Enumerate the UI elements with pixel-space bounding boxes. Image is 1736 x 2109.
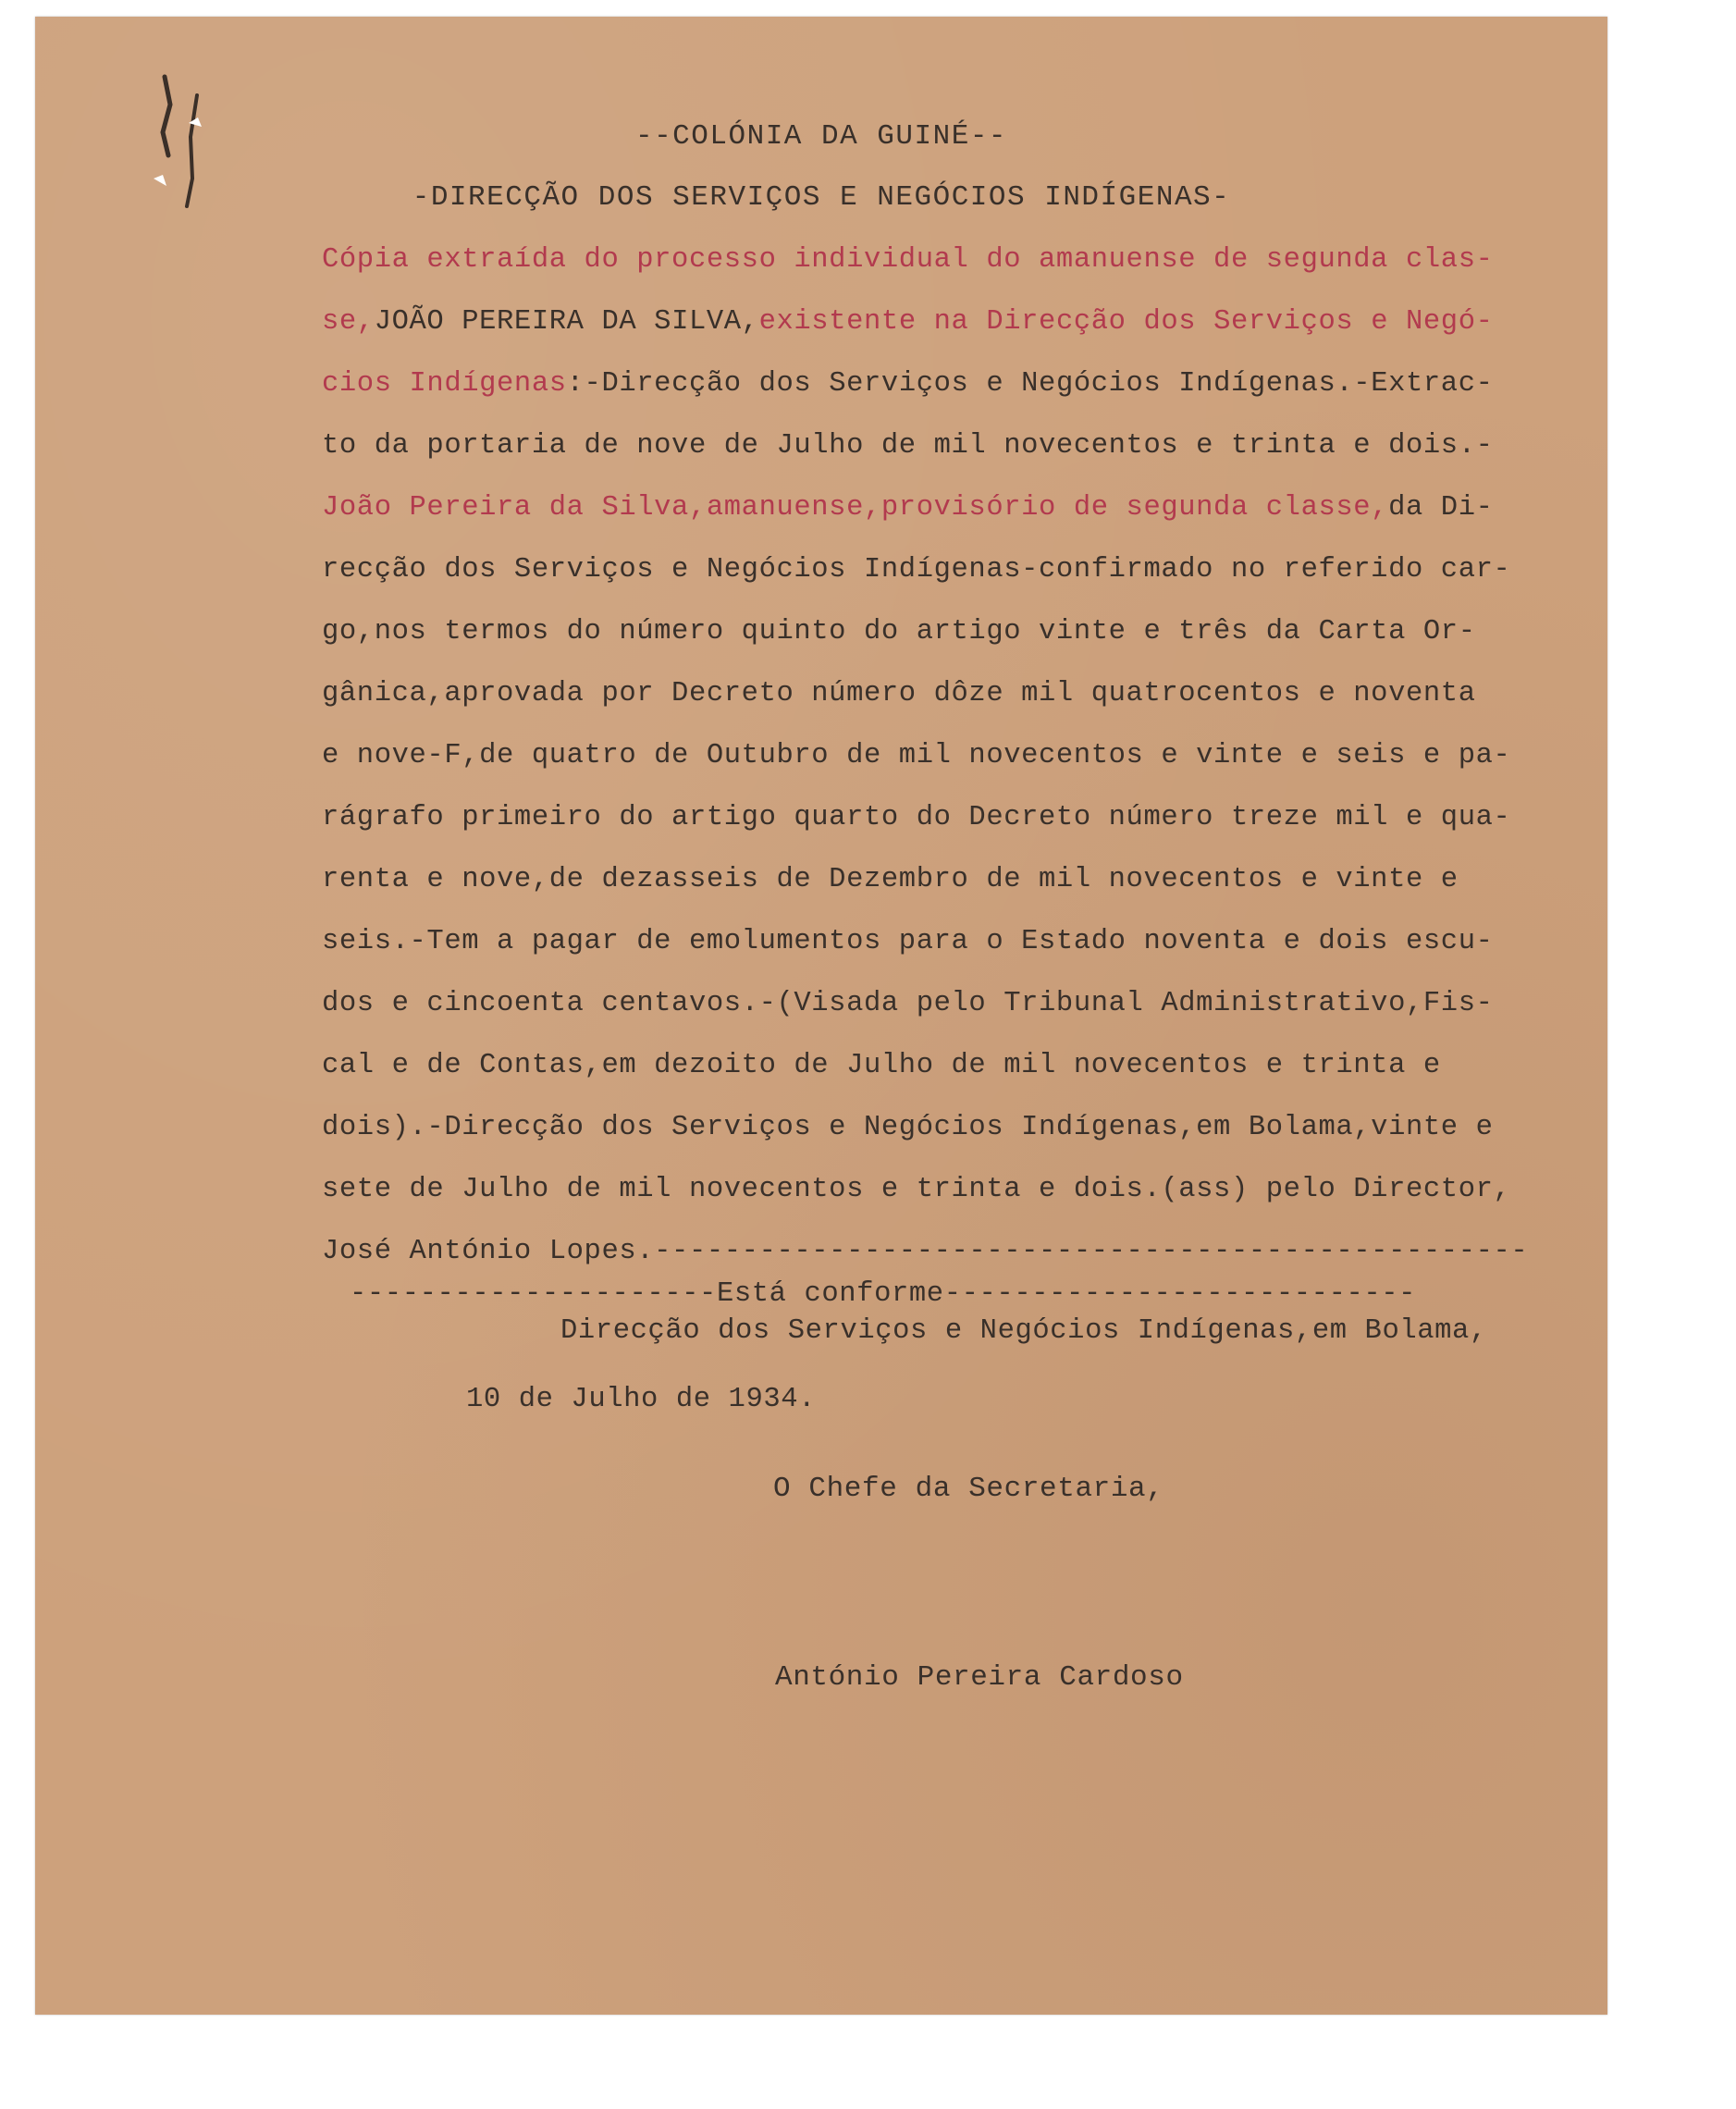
body-line-3 [322,368,1736,400]
body-line-5-red: João Pereira da Silva,amanuense,provisório de segunda classe, [322,492,1389,524]
place-line: Direcção dos Serviços e Negócios Indígenas,em Bolama, [560,1315,1487,1347]
certification-line: ---------------------Está conforme--------------------------- [350,1278,1417,1310]
body-line-1 [322,244,1736,276]
body-line-14: cal e de Contas,em dezoito de Julho de mil novecentos e trinta e [322,1050,1441,1081]
body-line-15: dois).-Direcção dos Serviços e Negócios Indígenas,em Bolama,vinte e [322,1112,1494,1143]
colony-heading: --COLÓNIA DA GUINÉ-- [634,120,1008,153]
body-line-1-text: Cópia extraída do processo individual do amanuense de segunda clas- [322,244,1494,276]
body-line-11: renta e nove,de dezasseis de Dezembro de mil novecentos e vinte e [322,864,1459,895]
document-page [35,17,1607,2015]
body-line-9: e nove-F,de quatro de Outubro de mil novecentos e vinte e seis e pa- [322,740,1511,771]
body-line-13: dos e cincoenta centavos.-(Visada pelo Tribunal Administrativo,Fis- [322,988,1494,1019]
body-line-4: to da portaria de nove de Julho de mil novecentos e trinta e dois.- [322,430,1494,462]
body-line-8: gânica,aprovada por Decreto número dôze mil quatrocentos e noventa [322,678,1476,709]
signatory-role: O Chefe da Secretaria, [773,1473,1164,1505]
body-line-5 [322,492,1736,524]
body-line-6: recção dos Serviços e Negócios Indígenas-confirmado no referido car- [322,554,1511,586]
employee-name: JOÃO PEREIRA DA SILVA, [374,306,759,338]
body-line-3-red: cios Indígenas [322,368,567,400]
body-line-12: seis.-Tem a pagar de emolumentos para o Estado noventa e dois escu- [322,926,1494,957]
body-line-7: go,nos termos do número quinto do artigo vinte e três da Carta Or- [322,616,1476,648]
date-line: 10 de Julho de 1934. [466,1384,817,1415]
signatory-name: António Pereira Cardoso [775,1661,1184,1694]
body-line-2-red-a: se, [322,306,375,338]
body-line-17: José António Lopes.-------------------------------------------------- [322,1236,1529,1267]
body-line-3-black: :-Direcção dos Serviços e Negócios Indígenas.-Extrac- [566,368,1494,400]
body-line-2 [322,306,1736,338]
body-line-16: sete de Julho de mil novecentos e trinta e dois.(ass) pelo Director, [322,1174,1511,1205]
body-line-10: rágrafo primeiro do artigo quarto do Decreto número treze mil e qua- [322,802,1511,833]
body-line-5-black: da Di- [1388,492,1494,524]
body-line-2-red-b: existente na Direcção dos Serviços e Negó- [758,306,1494,338]
directorate-heading: -DIRECÇÃO DOS SERVIÇOS E NEGÓCIOS INDÍGENAS- [412,181,1231,214]
